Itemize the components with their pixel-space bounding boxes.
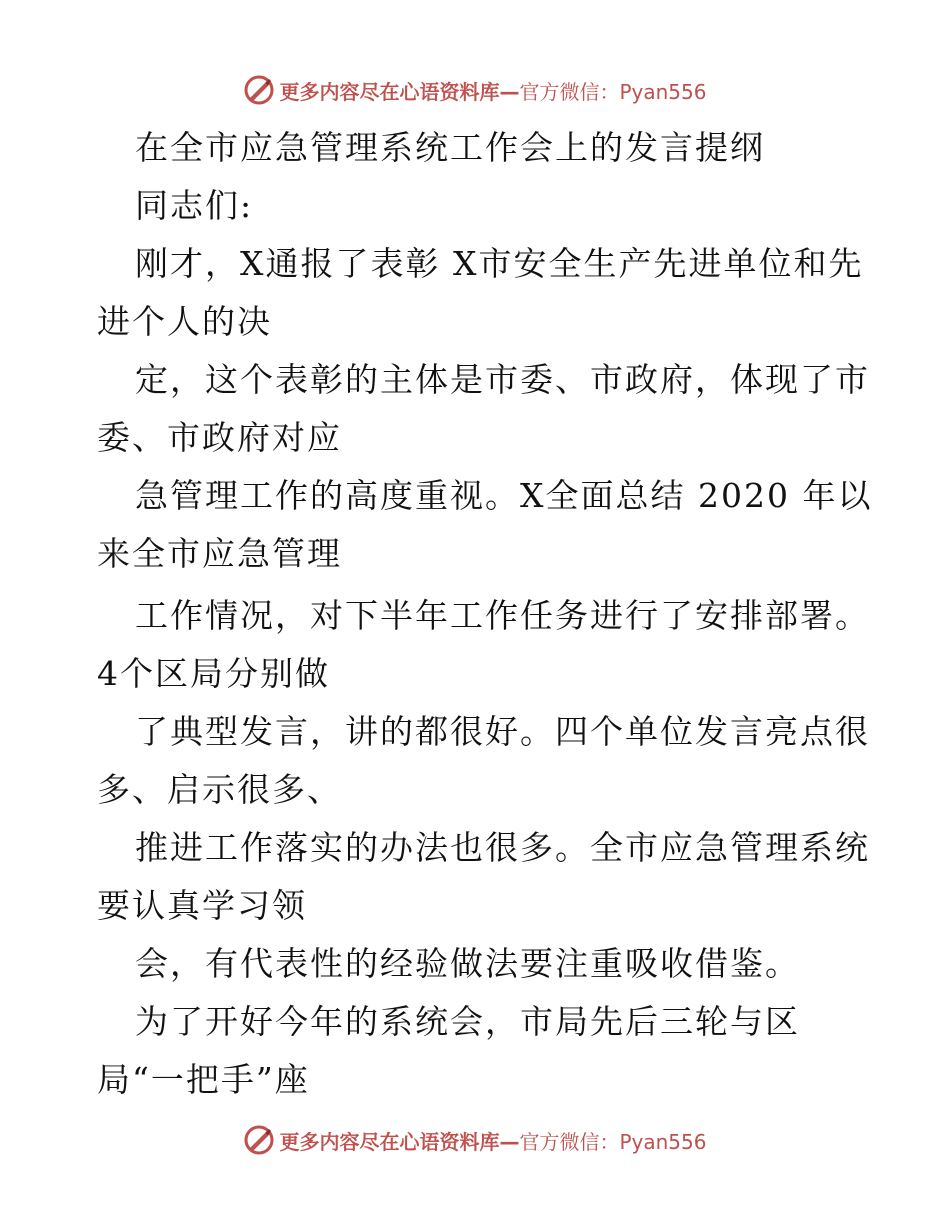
header-banner — [0, 70, 950, 110]
logo-icon — [243, 1124, 275, 1156]
paragraph-line: 局“一把手”座 — [97, 1060, 310, 1099]
paragraph-line: 推进工作落实的办法也很多。全市应急管理系统 — [135, 828, 870, 867]
paragraph-line: 为了开好今年的系统会，市局先后三轮与区 — [135, 1002, 800, 1041]
banner-separator: — — [499, 79, 520, 104]
banner-main: 更多内容尽在心语资料库 — [279, 79, 500, 104]
banner-wechat: 官方微信：Pyan556 — [519, 79, 707, 104]
salutation: 同志们: — [135, 186, 254, 225]
banner-text — [279, 1126, 706, 1155]
paragraph-line: 4个区局分别做 — [97, 654, 330, 693]
paragraph-line: 刚才，X通报了表彰 X市安全生产先进单位和先 — [135, 244, 864, 283]
paragraph-line: 委、市政府对应 — [97, 418, 342, 457]
banner-wechat: 官方微信：Pyan556 — [519, 1129, 707, 1154]
paragraph-line: 来全市应急管理 — [97, 534, 342, 573]
paragraph-line: 要认真学习领 — [97, 886, 307, 925]
banner-separator: — — [499, 1129, 520, 1154]
footer-banner — [0, 1120, 950, 1160]
paragraph-line: 了典型发言，讲的都很好。四个单位发言亮点很 — [135, 712, 870, 751]
banner-text — [279, 76, 706, 105]
paragraph-line: 急管理工作的高度重视。X全面总结 2020 年以 — [135, 476, 873, 515]
paragraph-line: 定，这个表彰的主体是市委、市政府，体现了市 — [135, 360, 870, 399]
paragraph-line: 进个人的决 — [97, 302, 272, 341]
paragraph-line: 工作情况，对下半年工作任务进行了安排部署。 — [135, 596, 870, 635]
banner-main: 更多内容尽在心语资料库 — [279, 1129, 500, 1154]
document-title: 在全市应急管理系统工作会上的发言提纲 — [135, 128, 765, 167]
logo-icon — [243, 74, 275, 106]
paragraph-line: 会，有代表性的经验做法要注重吸收借鉴。 — [135, 944, 800, 983]
paragraph-line: 多、启示很多、 — [97, 770, 342, 809]
